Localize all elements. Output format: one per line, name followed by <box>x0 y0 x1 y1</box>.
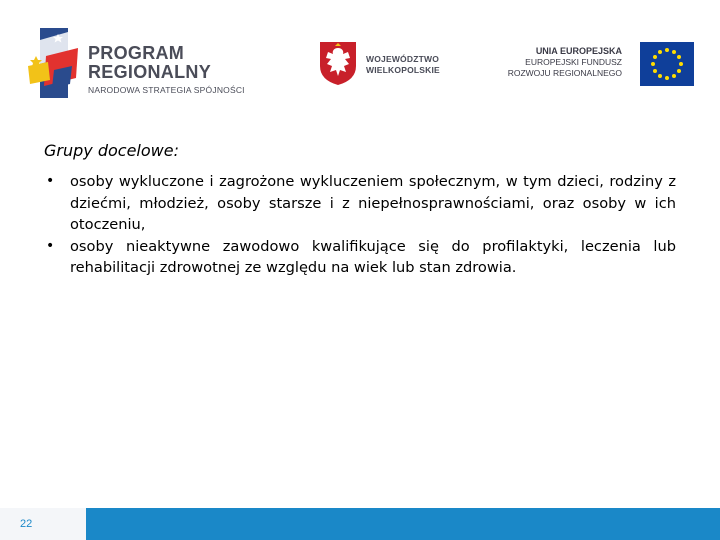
list-item <box>44 236 676 279</box>
list-item-text: osoby wykluczone i zagrożone wykluczeniem społecznym, w tym dzieci, rodziny z dziećmi, młodzież, osoby starsze i z niepełnosprawnościami, oraz osoby w ich otoczeniu, <box>70 173 676 233</box>
eu-logo-line1: UNIA EUROPEJSKA <box>535 46 622 56</box>
footer-bar <box>86 508 720 540</box>
program-logo-line2: REGIONALNY <box>88 62 212 82</box>
bullet-icon: • <box>46 173 55 189</box>
program-regionalny-emblem-icon <box>26 26 86 100</box>
eu-flag-icon <box>640 42 694 86</box>
list-item <box>44 171 676 236</box>
page-number: 22 <box>20 518 33 530</box>
region-logo-line1: WOJEWÓDZTWO <box>366 54 440 64</box>
wielkopolskie-logo <box>318 40 458 86</box>
program-logo-line1: PROGRAM <box>88 43 185 63</box>
target-groups-list <box>44 171 676 279</box>
section-heading: Grupy docelowe: <box>44 141 179 160</box>
program-logo-line3: NARODOWA STRATEGIA SPÓJNOŚCI <box>88 85 245 95</box>
coat-of-arms-icon <box>318 40 358 86</box>
program-regionalny-logo <box>26 26 256 100</box>
slide-content <box>44 141 676 279</box>
bullet-icon: • <box>46 237 55 254</box>
eu-logo-line3: ROZWOJU REGIONALNEGO <box>507 67 622 78</box>
footer-number-area <box>0 508 86 540</box>
eu-logo <box>498 42 694 88</box>
slide-footer <box>0 508 720 540</box>
region-logo-line2: WIELKOPOLSKIE <box>366 65 440 75</box>
list-item-text: osoby nieaktywne zawodowo kwalifikujące się do profilaktyki, leczenia lub rehabilitacji zdrowotnej ze względu na wiek lub stan zdrowia. <box>70 237 676 276</box>
eu-logo-line2: EUROPEJSKI FUNDUSZ <box>525 57 622 67</box>
